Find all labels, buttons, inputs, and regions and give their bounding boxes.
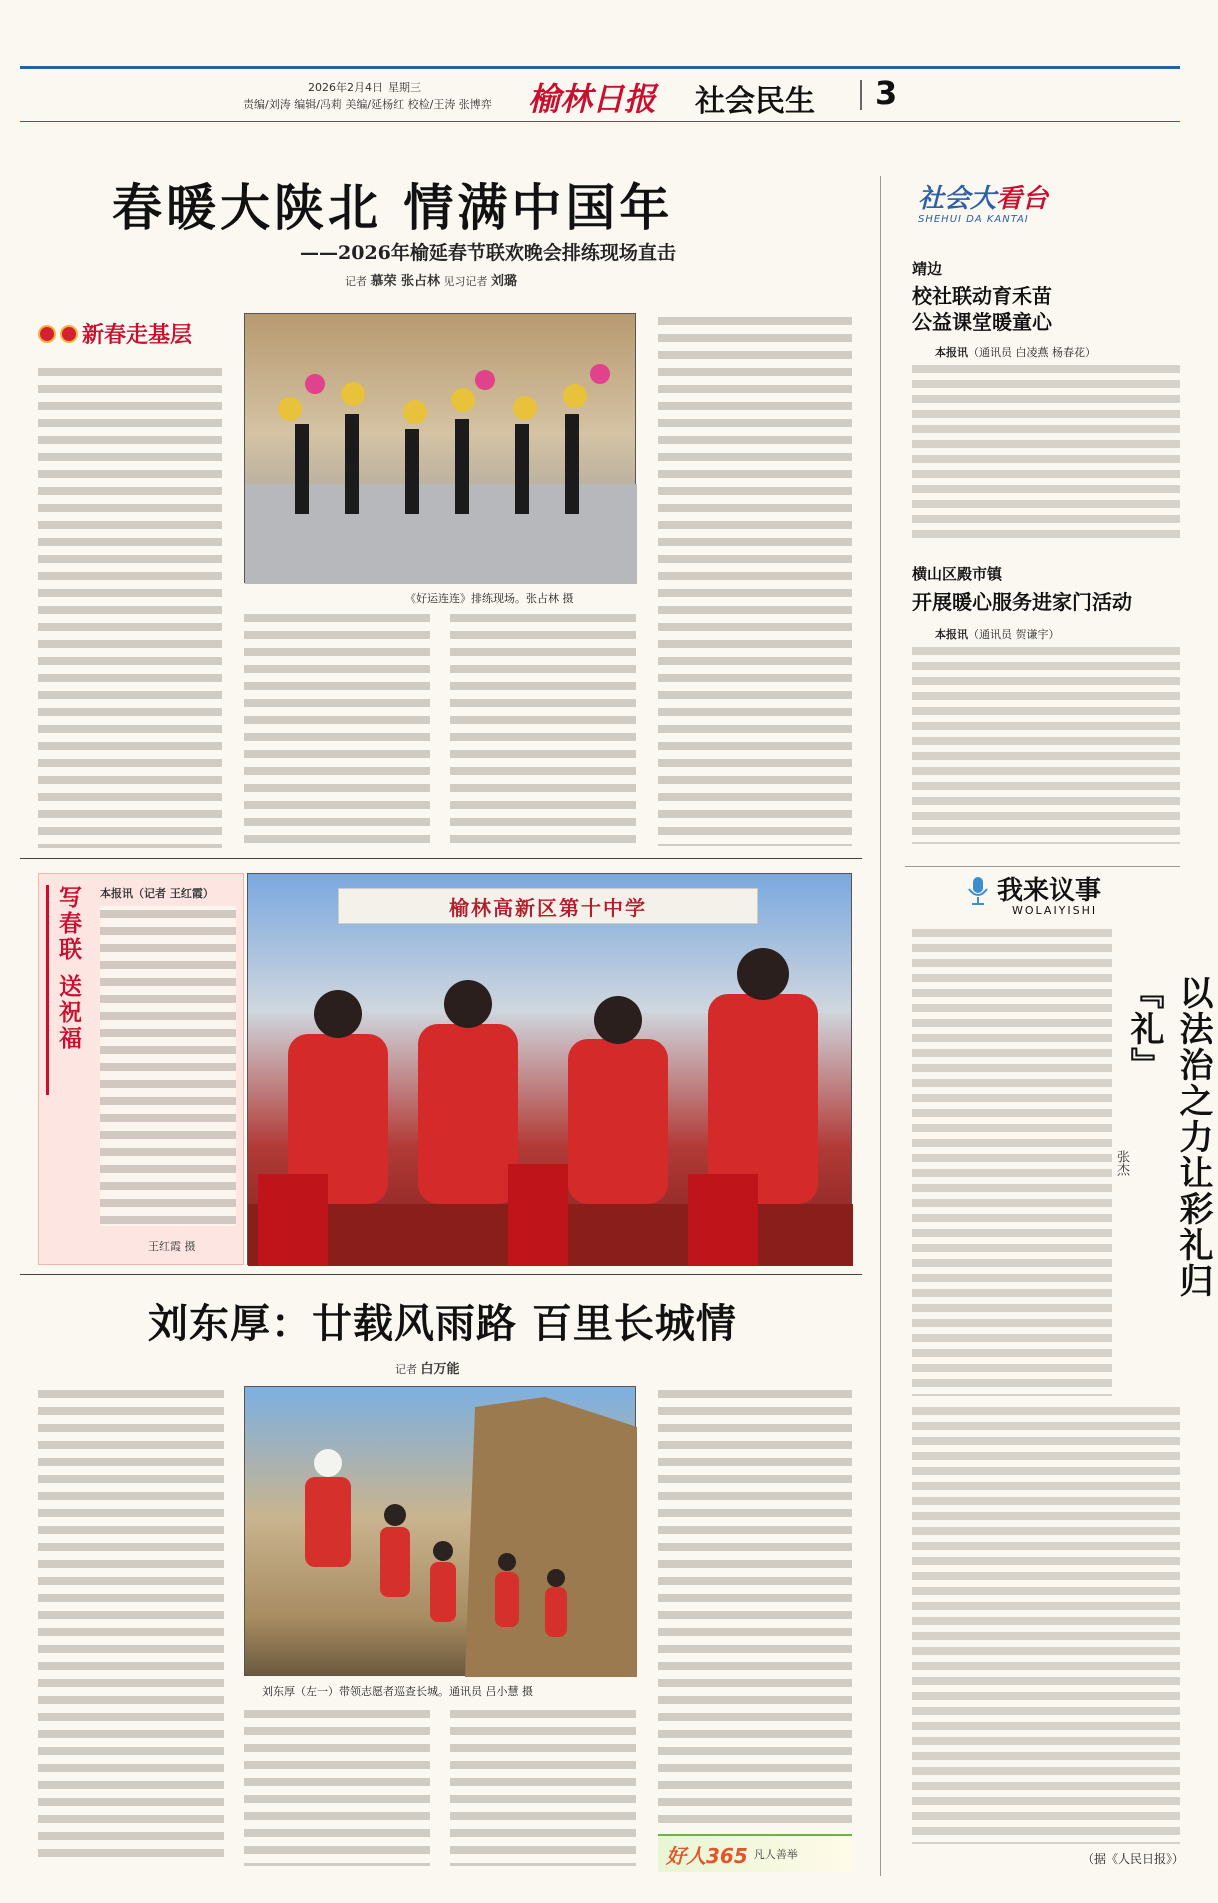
volunteers-figure	[245, 1387, 637, 1677]
wall-photo-caption: 刘东厚（左一）带领志愿者巡查长城。通讯员 吕小慧 摄	[262, 1685, 533, 1698]
story1-location: 靖边	[912, 260, 943, 278]
feature-body-col3	[450, 1706, 636, 1866]
page-number: 3	[875, 74, 898, 112]
promo-title: 好人365	[666, 1843, 748, 1868]
calligraphy-accent-bar	[46, 885, 49, 1095]
opinion-author: 张杰	[1114, 1150, 1129, 1176]
column-pinyin: SHEHUI DA KANTAI	[918, 214, 1029, 225]
opinion-body-bottom	[912, 1404, 1180, 1844]
lead-body-col3	[450, 610, 636, 846]
calligraphy-photo-credit: 王红霞 摄	[148, 1240, 196, 1253]
calligraphy-bottom-rule	[20, 1274, 862, 1275]
sidebar-divider	[880, 176, 881, 1876]
great-wall-patrol-photo	[244, 1386, 636, 1676]
school-sign-text: 榆林高新区第十中学	[449, 895, 647, 920]
opinion-title: 以法治之力让彩礼归『礼』	[1124, 975, 1213, 1299]
tag-label: 新春走基层	[82, 322, 193, 348]
story1-byline-prefix: 本报讯	[935, 346, 968, 359]
microphone-icon	[965, 875, 991, 907]
feature-byline-label: 记者	[395, 1363, 417, 1376]
feature-byline-reporter: 白万能	[420, 1362, 460, 1377]
story2-byline-prefix: 本报讯	[935, 628, 968, 641]
lead-byline	[345, 270, 517, 289]
story1-title-line1: 校社联动育禾苗	[912, 284, 1052, 308]
dancers-figure	[245, 314, 637, 584]
byline-label: 记者	[345, 275, 367, 288]
lead-body-col4	[658, 313, 852, 846]
lantern-icon	[38, 325, 56, 343]
story2-byline	[935, 626, 1060, 642]
story2-title: 开展暖心服务进家门活动	[912, 590, 1132, 614]
feature-headline: 刘东厚：廿载风雨路 百里长城情	[148, 1300, 737, 1347]
opinion-source: （据《人民日报》）	[1082, 1852, 1185, 1866]
section-name: 社会民生	[695, 84, 815, 119]
sidebar-section-rule	[905, 866, 1180, 867]
byline-reporters: 慕荣 张占林	[370, 274, 441, 289]
masthead-divider	[860, 80, 862, 110]
editor-credits: 责编/刘涛 编辑/冯莉 美编/延杨红 校检/王涛 张博弈	[243, 98, 492, 111]
feature-byline	[395, 1358, 460, 1377]
opinion-body-top	[912, 926, 1112, 1396]
feature-body-col4	[658, 1386, 852, 1826]
opinion-column-pinyin: WOLAIYISHI	[1012, 904, 1098, 917]
lead-body-col1	[38, 364, 222, 848]
issue-weekday: 星期三	[388, 81, 421, 94]
tag-new-spring	[38, 318, 192, 349]
students-figure	[248, 874, 853, 1266]
calligraphy-source-line: 本报讯（记者 王红霞）	[100, 887, 214, 900]
lead-bottom-rule	[20, 858, 862, 859]
lead-headline: 春暖大陕北 情满中国年	[112, 179, 674, 237]
lead-body-col2	[244, 610, 430, 846]
calligraphy-body	[100, 906, 236, 1226]
lantern-icon	[60, 325, 78, 343]
column-logo	[918, 178, 1048, 215]
story2-byline-names: （通讯员 贺谦宇）	[968, 628, 1060, 641]
story1-byline	[935, 344, 1096, 360]
byline-intern-label: 见习记者	[443, 275, 488, 288]
column-logo-main: 社会大	[918, 184, 997, 214]
story2-location: 横山区殿市镇	[912, 565, 1003, 583]
column-logo-accent: 看台	[996, 184, 1049, 214]
dance-rehearsal-photo	[244, 313, 636, 583]
dance-photo-caption: 《好运连连》排练现场。张占林 摄	[405, 592, 574, 605]
good-people-promo	[658, 1834, 852, 1872]
masthead-bottom-rule	[20, 121, 1180, 122]
students-calligraphy-photo	[247, 873, 852, 1265]
story1-body	[912, 362, 1180, 542]
story2-body	[912, 644, 1180, 844]
feature-body-col2	[244, 1706, 430, 1866]
story1-title-line2: 公益课堂暖童心	[912, 310, 1052, 334]
masthead-top-rule	[20, 66, 1180, 69]
issue-date: 2026年2月4日	[308, 81, 383, 94]
opinion-column-name: 我来议事	[997, 876, 1102, 906]
calligraphy-title: 写春联 送祝福	[55, 885, 81, 1053]
feature-body-col1	[38, 1386, 224, 1866]
promo-subtitle: 凡人善举	[753, 1848, 798, 1861]
story1-byline-names: （通讯员 白凌燕 杨春花）	[968, 346, 1096, 359]
opinion-header	[965, 870, 1101, 907]
lead-subheadline: ——2026年榆延春节联欢晚会排练现场直击	[300, 242, 676, 264]
paper-name: 榆林日报	[528, 80, 657, 118]
byline-intern: 刘璐	[491, 274, 518, 289]
